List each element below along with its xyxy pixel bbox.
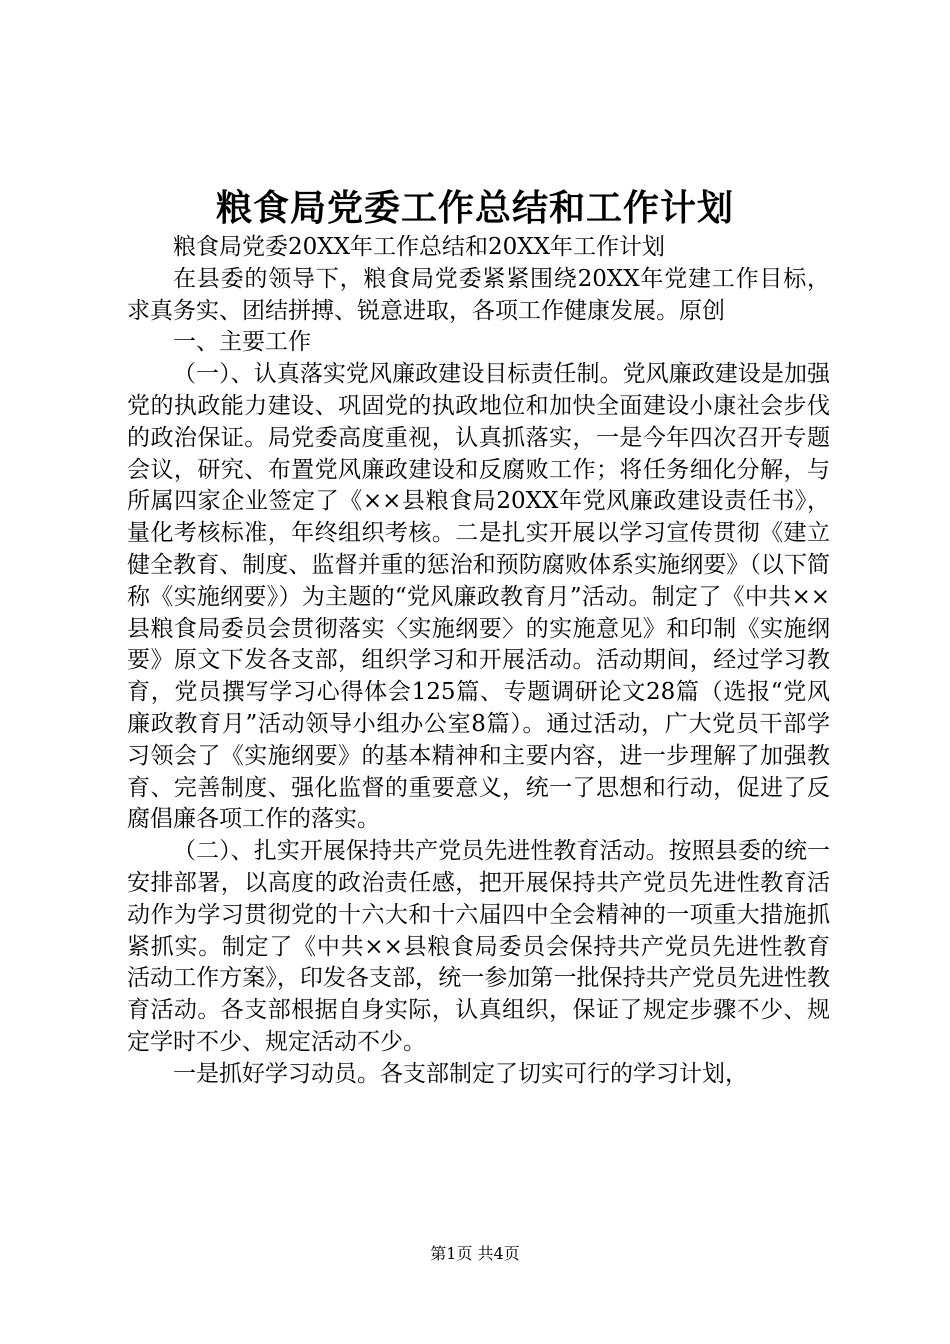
subtitle-paragraph: 粮食局党委20XX年工作总结和20XX年工作计划 [173,234,666,260]
section-heading: 一、主要工作 [173,329,311,356]
body-paragraph: （一）、认真落实党风廉政建设目标责任制。党风廉政建设是加强党的执政能力建设、巩固党的执政地位和加快全面建设小康社会步伐的政治保证。局党委高度重视，认真抓落实，一是今年四次召开专题会议，研究、布置党风廉政建设和反腐败工作；将任务细化分解，与所属四家企业签定了《××县粮食局20XX年党风廉政建设责任书》，量化考核标准，年终组织考核。二是扎实开展以学习宣传贯彻《建立健全教育、制度、监督并重的惩治和预防腐败体系实施纲要》（以下简称《实施纲要》）为主题的“党风廉政教育月”活动。制定了《中共××县粮食局委员会贯彻落实〈实施纲要〉的实施意见》和印制《实施纲要》原文下发各支部，组织学习和开展活动。活动期间，经过学习教育，党员撰写学习心得体会125篇、专题调研论文28篇（选报“党风廉政教育月”活动领导小组办公室8篇）。通过活动，广大党员干部学习领会了《实施纲要》的基本精神和主要内容，进一步理解了加强教育、完善制度、强化监督的重要意义，统一了思想和行动，促进了反腐倡廉各项工作的落实。 [127,361,830,833]
document-body [127,232,830,1091]
document-title: 粮食局党委工作总结和工作计划 [215,187,734,229]
intro-paragraph: 在县委的领导下，粮食局党委紧紧围绕20XX年党建工作目标，求真务实、团结拼搏、锐意进取，各项工作健康发展。原创 [127,265,830,324]
page-footer: 第1页 共4页 [430,1244,520,1263]
body-paragraph: 一是抓好学习动员。各支部制定了切实可行的学习计划， [173,1060,748,1087]
body-paragraph: （二）、扎实开展保持共产党员先进性教育活动。按照县委的统一安排部署，以高度的政治责任感，把开展保持共产党员先进性教育活动作为学习贯彻党的十六大和十六届四中全会精神的一项重大措施抓紧抓实。制定了《中共××县粮食局委员会保持共产党员先进性教育活动工作方案》，印发各支部，统一参加第一批保持共产党员先进性教育活动。各支部根据自身实际，认真组织，保证了规定步骤不少、规定学时不少、规定活动不少。 [127,838,830,1055]
